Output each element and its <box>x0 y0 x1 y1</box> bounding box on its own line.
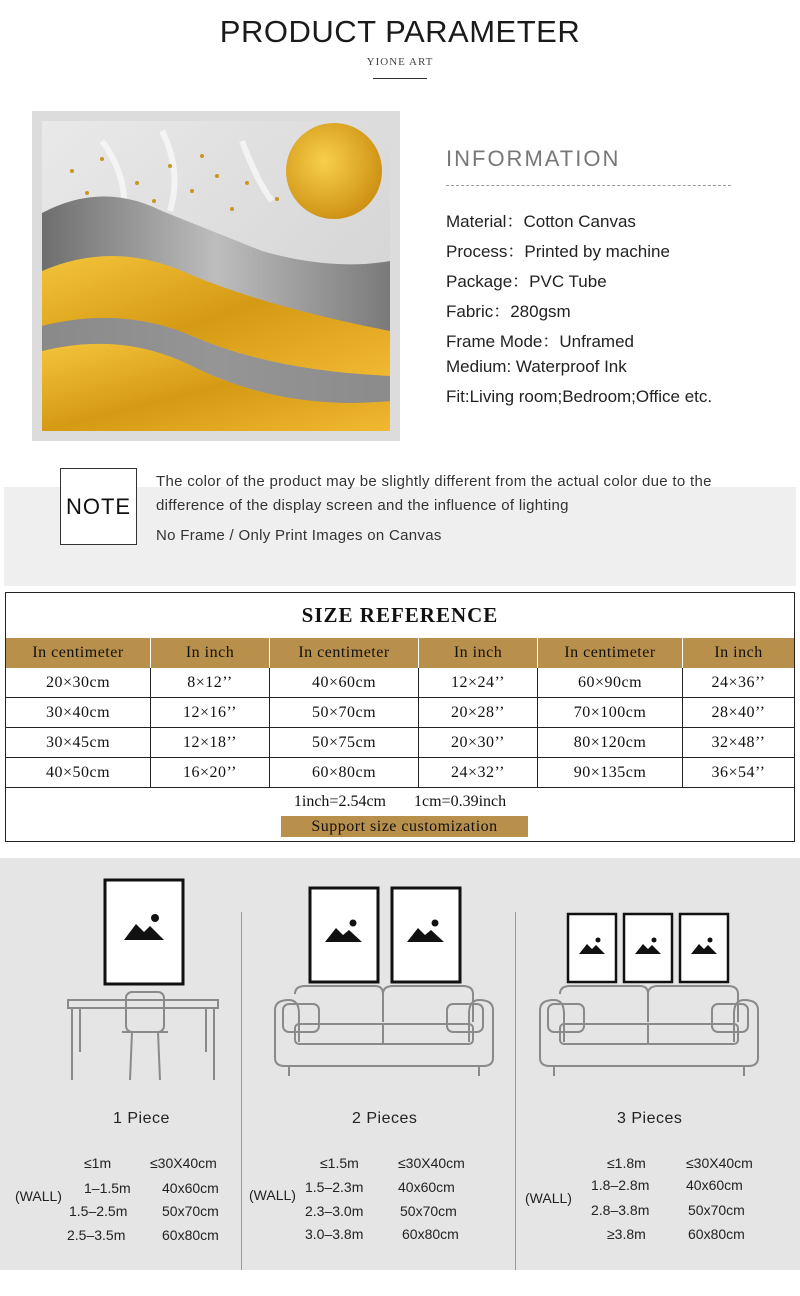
info-material: Material：Cotton Canvas <box>446 212 636 231</box>
table-row <box>6 698 794 728</box>
print-size: ≤30X40cm <box>150 1155 217 1171</box>
print-size: 40x60cm <box>398 1179 455 1195</box>
page-title: PRODUCT PARAMETER <box>219 14 581 49</box>
layout-divider <box>241 912 242 1270</box>
layout-divider <box>515 912 516 1270</box>
brand-name: YIONE ART <box>366 56 434 68</box>
layout-label-3: 3 Pieces <box>617 1110 683 1127</box>
wall-width: 1–1.5m <box>84 1180 131 1196</box>
table-cell: 16×20’’ <box>151 758 270 787</box>
table-cell: 12×18’’ <box>151 728 270 757</box>
table-cell: 24×36’’ <box>711 674 766 691</box>
header-cell: In inch <box>151 638 270 668</box>
print-size: ≤30X40cm <box>398 1155 465 1171</box>
information-title: INFORMATION <box>446 146 621 171</box>
table-cell: 50×70cm <box>270 698 419 727</box>
table-cell: 60×80cm <box>270 758 419 787</box>
table-cell: 40×50cm <box>6 758 151 787</box>
size-reference-title: SIZE REFERENCE <box>301 603 499 627</box>
table-row <box>6 758 794 788</box>
table-cell: 40×60cm <box>270 668 419 697</box>
note-frame-disclaimer: No Frame / Only Print Images on Canvas <box>156 527 442 544</box>
table-cell: 12×24’’ <box>419 668 538 697</box>
size-table-header <box>6 638 794 668</box>
info-fabric: Fabric：280gsm <box>446 302 571 321</box>
wall-width: ≥3.8m <box>607 1226 646 1242</box>
wall-width: 1.5–2.5m <box>69 1203 128 1219</box>
header-divider <box>373 78 427 79</box>
header-cell: In centimeter <box>538 638 683 668</box>
desk-scene-illustration <box>60 872 230 1082</box>
wall-width: 1.5–2.3m <box>305 1179 364 1195</box>
sofa-three-frames-illustration <box>530 882 770 1082</box>
info-medium: Medium: Waterproof Ink <box>446 357 627 376</box>
print-size: 60x80cm <box>402 1226 459 1242</box>
header-cell: In centimeter <box>6 638 151 668</box>
note-label: NOTE <box>60 468 137 545</box>
wall-width: ≤1m <box>84 1155 112 1171</box>
table-cell: 60×90cm <box>538 668 683 697</box>
wall-width: 3.0–3.8m <box>305 1226 364 1242</box>
artwork-image <box>42 121 390 431</box>
wall-width: 2.5–3.5m <box>67 1227 126 1243</box>
wall-label: (WALL) <box>249 1187 296 1203</box>
wall-width: 2.8–3.8m <box>591 1202 650 1218</box>
wall-width: 1.8–2.8m <box>591 1177 650 1193</box>
info-process: Process：Printed by machine <box>446 242 670 261</box>
header-cell: In inch <box>419 638 538 668</box>
print-size: 40x60cm <box>686 1177 743 1193</box>
print-size: 60x80cm <box>688 1226 745 1242</box>
conversion-inch: 1inch=2.54cm <box>293 793 386 810</box>
header-cell: In inch <box>714 644 763 661</box>
product-artwork <box>32 111 400 441</box>
table-cell: 80×120cm <box>538 728 683 757</box>
info-frame-mode: Frame Mode：Unframed <box>446 332 635 351</box>
conversion-cm: 1cm=0.39inch <box>414 793 507 810</box>
wall-label: (WALL) <box>15 1188 62 1204</box>
table-cell: 30×40cm <box>6 698 151 727</box>
table-cell: 12×16’’ <box>151 698 270 727</box>
print-size: 60x80cm <box>162 1227 219 1243</box>
table-cell: 50×75cm <box>270 728 419 757</box>
wall-width: ≤1.5m <box>320 1155 359 1171</box>
print-size: 40x60cm <box>162 1180 219 1196</box>
table-cell: 20×30’’ <box>419 728 538 757</box>
size-reference-table <box>5 592 795 842</box>
info-package: Package：PVC Tube <box>446 272 607 291</box>
unit-conversion <box>6 793 794 811</box>
wall-width: ≤1.8m <box>607 1155 646 1171</box>
print-size: 50x70cm <box>162 1203 219 1219</box>
table-row <box>6 668 794 698</box>
table-cell: 28×40’’ <box>711 704 766 721</box>
table-row <box>6 728 794 758</box>
table-cell: 20×28’’ <box>419 698 538 727</box>
layout-label-2: 2 Pieces <box>352 1110 418 1127</box>
table-cell: 8×12’’ <box>151 668 270 697</box>
table-cell: 32×48’’ <box>711 734 766 751</box>
size-table-body <box>6 668 794 788</box>
sofa-two-frames-illustration <box>265 882 505 1082</box>
table-cell: 24×32’’ <box>419 758 538 787</box>
wall-label: (WALL) <box>525 1190 572 1206</box>
info-fit: Fit:Living room;Bedroom;Office etc. <box>446 387 713 406</box>
information-list <box>446 207 712 417</box>
table-cell: 70×100cm <box>538 698 683 727</box>
table-cell: 90×135cm <box>538 758 683 787</box>
customization-banner: Support size customization <box>281 816 528 837</box>
print-size: 50x70cm <box>688 1202 745 1218</box>
note-color-disclaimer: The color of the product may be slightly different from the actual color due to the difference of the display screen and the influence of lighting <box>156 473 712 514</box>
table-cell: 36×54’’ <box>711 764 766 781</box>
table-cell: 30×45cm <box>6 728 151 757</box>
print-size: ≤30X40cm <box>686 1155 753 1171</box>
layout-label-1: 1 Piece <box>113 1110 170 1127</box>
print-size: 50x70cm <box>400 1203 457 1219</box>
table-cell: 20×30cm <box>6 668 151 697</box>
wall-width: 2.3–3.0m <box>305 1203 364 1219</box>
note-text <box>156 470 776 548</box>
information-divider <box>446 185 731 186</box>
header-cell: In centimeter <box>270 638 419 668</box>
